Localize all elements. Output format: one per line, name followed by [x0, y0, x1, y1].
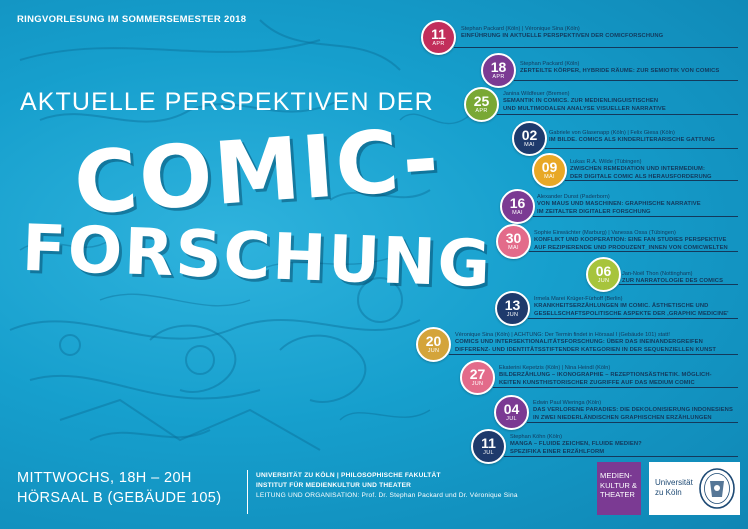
- uzk-logo-text: [655, 478, 691, 498]
- lecture-day: 13: [504, 297, 521, 313]
- lecture-text: [499, 364, 712, 387]
- lecture-speaker: Stephan Packard (Köln) | Véronique Sina (Köln): [461, 26, 580, 32]
- lecture-title-continued: IM ZEITALTER DIGITALER FORSCHUNG: [537, 208, 651, 215]
- lecture-speaker: Stephan Köhn (Köln): [510, 434, 562, 440]
- university-seal-icon: [698, 467, 736, 510]
- lecture-day: 09: [541, 159, 558, 175]
- lecture-day: 18: [490, 59, 507, 75]
- lecture-day: 20: [425, 333, 442, 349]
- lecture-title: IM BILDE. COMICS ALS KINDERLITERARISCHE GATTUNG: [549, 137, 716, 143]
- medienkultur-theater-logo: [597, 462, 641, 515]
- lecture-title-continued: DER DIGITALE COMIC ALS HERAUSFORDERUNG: [570, 173, 712, 180]
- lecture-title-continued: AUF REZIPIERENDE UND PRODUZENT_INNEN VON COMICWELTEN: [534, 244, 728, 251]
- lecture-date-badge: [494, 395, 529, 430]
- lecture-title: BILDERZÄHLUNG – IKONOGRAPHIE – REZEPTIONSÄSTHETIK. MÖGLICH-: [499, 372, 712, 378]
- lecture-day: 27: [469, 366, 486, 382]
- lecture-text: [503, 90, 666, 113]
- lecture-text: [537, 193, 701, 216]
- lecture-date-badge: [495, 291, 530, 326]
- lecture-title-continued: IN ZWEI NIEDERLÄNDISCHEN GRAPHISCHEN ERZÄHLUNGEN: [533, 414, 712, 421]
- institute-line: INSTITUT FÜR MEDIENKULTUR UND THEATER: [256, 481, 412, 489]
- lecture-date-badge: [500, 189, 535, 224]
- lecture-text: [534, 229, 728, 252]
- lecture-month: JUN: [506, 312, 519, 318]
- lecture-speaker: Lukas R.A. Wilde (Tübingen): [570, 159, 642, 165]
- lecture-title: EINFÜHRUNG IN AKTUELLE PERSPEKTIVEN DER COMICFORSCHUNG: [461, 33, 664, 39]
- lecture-month: MAI: [544, 174, 555, 180]
- uzk-logo-line1: Universität: [655, 478, 693, 487]
- lecture-speaker: Jan-Noël Thon (Nottingham): [622, 271, 693, 277]
- lecture-text: [510, 433, 642, 456]
- lecture-month: MAI: [508, 245, 519, 251]
- lecture-connector-line: [514, 80, 738, 81]
- lecture-title: ZUR NARRATOLOGIE DES COMICS: [622, 278, 724, 284]
- lecture-text: [622, 270, 723, 286]
- mkt-logo-line3: THEATER: [600, 490, 635, 499]
- university-cologne-logo: [649, 462, 740, 515]
- mkt-logo-line2: KULTUR &: [600, 480, 637, 490]
- footer-divider: [247, 470, 248, 514]
- lecture-title-continued: GESELLSCHAFTSPOLITISCHE ASPEKTE DER ‚GRAPHIC MEDICINE': [534, 310, 729, 317]
- lecture-text: [520, 60, 719, 76]
- lecture-month: APR: [492, 74, 505, 80]
- lecture-connector-line: [454, 47, 738, 48]
- lecture-day: 02: [521, 127, 538, 143]
- lecture-connector-line: [545, 148, 738, 149]
- lecture-speaker: Gabriele von Glasenapp (Köln) | Felix Giesa (Köln): [549, 130, 675, 136]
- title-forschung: FORSCHUNG: [20, 211, 494, 303]
- lecture-speaker: Janina Wildfeuer (Bremen): [503, 91, 570, 97]
- lecture-month: JUN: [427, 348, 440, 354]
- lecture-day: 04: [503, 401, 520, 417]
- time-and-location: [17, 468, 221, 508]
- lecture-month: JUN: [597, 278, 610, 284]
- lecture-speaker: Edwin Paul Wieringa (Köln): [533, 400, 602, 406]
- lecture-text: [570, 158, 712, 181]
- organizer-info: [256, 471, 518, 500]
- lecture-text: [455, 331, 716, 354]
- time-text: MITTWOCHS, 18H – 20H: [17, 470, 192, 486]
- lecture-speaker: Véronique Sina (Köln) | ACHTUNG: Der Termin findet in Hörsaal I (Gebäude 101) statt!: [455, 332, 670, 338]
- lecture-title: VON MAUS UND MASCHINEN: GRAPHISCHE NARRATIVE: [537, 201, 701, 207]
- location-text: HÖRSAAL B (GEBÄUDE 105): [17, 490, 222, 506]
- lecture-day: 25: [473, 93, 490, 109]
- lecture-connector-line: [497, 114, 738, 115]
- organization-names: Prof. Dr. Stephan Packard und Dr. Véronique Sina: [361, 491, 518, 499]
- lecture-month: APR: [475, 108, 488, 114]
- lecture-title-continued: DIFFERENZ- UND IDENTITÄTSSTIFTENDER KATEGORIEN IN DER SEQUENZIELLEN KUNST: [455, 346, 716, 353]
- lecture-speaker: Stephan Packard (Köln): [520, 61, 580, 67]
- lecture-speaker: Alexander Dunst (Paderborn): [537, 194, 610, 200]
- lecture-day: 30: [505, 230, 522, 246]
- lecture-date-badge: [496, 224, 531, 259]
- lecture-speaker: Sophie Einwächter (Marburg) | Vanessa Ossa (Tübingen): [534, 230, 676, 236]
- lecture-day: 11: [431, 26, 446, 42]
- lecture-title: DAS VERLORENE PARADIES: DIE DEKOLONISIERUNG INDONESIENS: [533, 407, 733, 413]
- lecture-month: MAI: [512, 210, 523, 216]
- lecture-date-badge: [481, 53, 516, 88]
- lecture-text: [549, 129, 715, 145]
- lecture-month: APR: [432, 41, 445, 47]
- lecture-day: 06: [595, 263, 612, 279]
- lecture-date-badge: [512, 121, 547, 156]
- title-comic: COMIC-: [70, 109, 444, 235]
- lecture-date-badge: [471, 429, 506, 464]
- lecture-date-badge: [532, 153, 567, 188]
- lecture-speaker: Irmela Marei Krüger-Fürhoff (Berlin): [534, 296, 623, 302]
- lecture-speaker: Ekaterini Kepetzis (Köln) | Nina Heindl (Köln): [499, 365, 611, 371]
- lecture-date-badge: [586, 257, 621, 292]
- lecture-title: SEMANTIK IN COMICS. ZUR MEDIENLINGUISTISCHEN: [503, 98, 659, 104]
- lecture-month: JUN: [471, 381, 484, 387]
- lecture-title: KONFLIKT UND KOOPERATION: EINE FAN STUDIES PERSPEKTIVE: [534, 237, 727, 243]
- university-line: UNIVERSITÄT ZU KÖLN | PHILOSOPHISCHE FAKULTÄT: [256, 472, 441, 479]
- lecture-day: 16: [509, 195, 526, 211]
- lecture-title: MANGA – FLUIDE ZEICHEN, FLUIDE MEDIEN?: [510, 441, 642, 447]
- uzk-logo-line2: zu Köln: [655, 488, 682, 497]
- lecture-title: COMICS UND INTERSEKTIONALITÄTSFORSCHUNG: ÜBER DAS INEINANDERGREIFEN: [455, 339, 703, 345]
- organization-label: LEITUNG UND ORGANISATION:: [256, 491, 360, 499]
- lecture-text: [461, 25, 663, 41]
- lecture-title-continued: KEITEN KUNSTHISTORISCHER ZUGRIFFE AUF DAS MEDIUM COMIC: [499, 379, 695, 386]
- lecture-title: KRANKHEITSERZÄHLUNGEN IM COMIC. ÄSTHETISCHE UND: [534, 303, 709, 309]
- series-label: RINGVORLESUNG IM SOMMERSEMESTER 2018: [17, 14, 247, 25]
- lecture-title-continued: SPEZIFIKA EINER ERZÄHLFORM: [510, 448, 605, 455]
- lecture-date-badge: [464, 87, 499, 122]
- organization-line: [256, 491, 518, 501]
- lecture-date-badge: [421, 20, 456, 55]
- mkt-logo-line1: MEDIEN-: [600, 471, 633, 480]
- lecture-month: JUL: [506, 416, 517, 422]
- lecture-date-badge: [460, 360, 495, 395]
- lecture-title: ZERTEILTE KÖRPER, HYBRIDE RÄUME: ZUR SEMIOTIK VON COMICS: [520, 68, 720, 74]
- lecture-text: [533, 399, 733, 422]
- lecture-title-continued: UND MULTIMODALEN ANALYSE VISUELLER NARRATIVE: [503, 105, 666, 112]
- lecture-month: MAI: [524, 142, 535, 148]
- lecture-date-badge: [416, 327, 451, 362]
- poster-heading: AKTUELLE PERSPEKTIVEN DER: [20, 88, 434, 116]
- lecture-text: [534, 295, 729, 318]
- lecture-title: ZWISCHEN REMEDIATION UND INTERMEDIUM:: [570, 166, 705, 172]
- lecture-day: 11: [481, 435, 496, 451]
- lecture-month: JUL: [483, 450, 494, 456]
